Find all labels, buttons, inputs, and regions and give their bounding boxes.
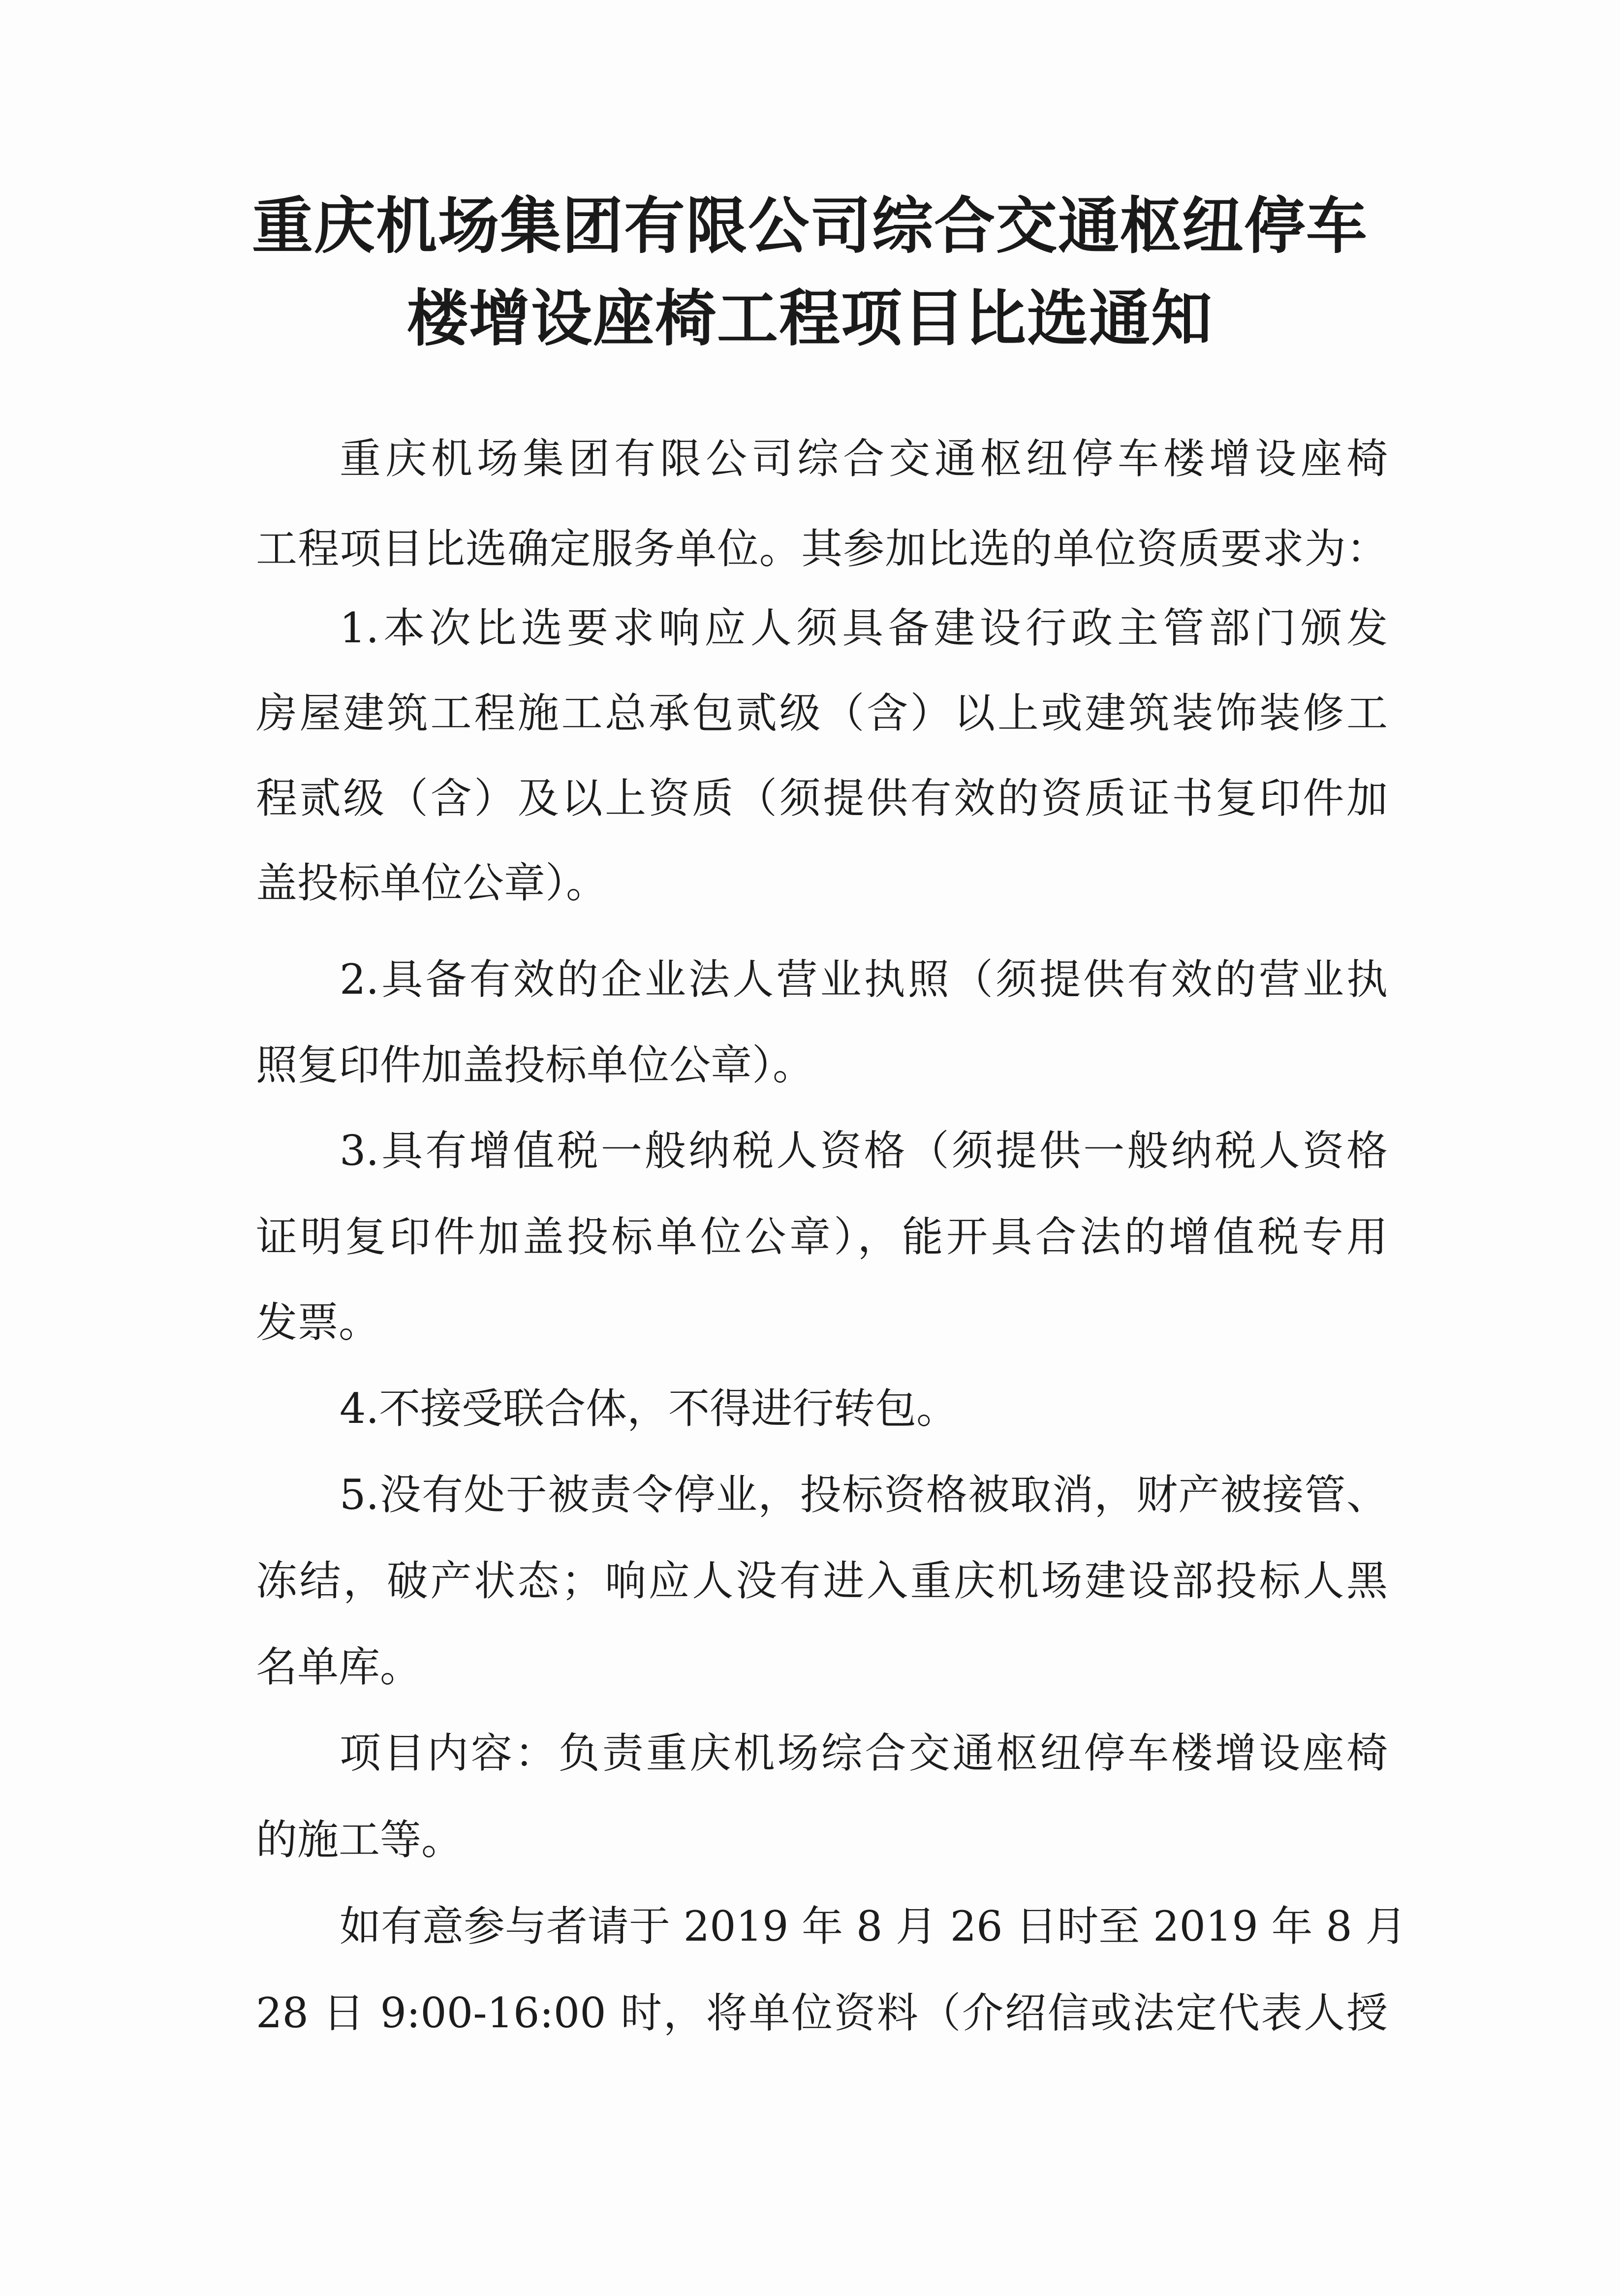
body-line-18: 如有意参与者请于 2019 年 8 月 26 日时至 2019 年 8 月 [340,1902,1407,1950]
body-line-8: 照复印件加盖投标单位公章）。 [256,1041,814,1089]
body-line-10: 证明复印件加盖投标单位公章），能开具合法的增值税专用 [256,1213,1388,1261]
body-line-4: 房屋建筑工程施工总承包贰级（含）以上或建筑装饰装修工 [256,689,1388,737]
body-line-7: 2.具备有效的企业法人营业执照（须提供有效的营业执 [340,955,1388,1004]
document-title-line-1: 重庆机场集团有限公司综合交通枢纽停车 [251,191,1368,262]
document-title-line-2: 楼增设座椅工程项目比选通知 [406,283,1213,354]
body-line-14: 冻结，破产状态；响应人没有进入重庆机场建设部投标人黑 [256,1557,1388,1605]
body-line-15: 名单库。 [256,1643,422,1691]
body-line-16: 项目内容：负责重庆机场综合交通枢纽停车楼增设座椅 [340,1729,1388,1777]
body-line-9: 3.具有增值税一般纳税人资格（须提供一般纳税人资格 [340,1127,1388,1175]
body-line-12: 4.不接受联合体，不得进行转包。 [340,1384,958,1433]
body-line-6: 盖投标单位公章）。 [256,859,608,907]
body-line-2: 工程项目比选确定服务单位。其参加比选的单位资质要求为： [256,525,1388,573]
body-line-11: 发票。 [256,1298,380,1347]
body-line-3: 1.本次比选要求响应人须具备建设行政主管部门颁发 [340,604,1388,652]
body-line-13: 5.没有处于被责令停业，投标资格被取消，财产被接管、 [340,1471,1388,1519]
body-line-19: 28 日 9:00-16:00 时，将单位资料（介绍信或法定代表人授 [256,1989,1388,2037]
body-line-1: 重庆机场集团有限公司综合交通枢纽停车楼增设座椅 [340,435,1388,483]
body-line-5: 程贰级（含）及以上资质（须提供有效的资质证书复印件加 [256,774,1388,822]
body-line-17: 的施工等。 [256,1816,463,1864]
